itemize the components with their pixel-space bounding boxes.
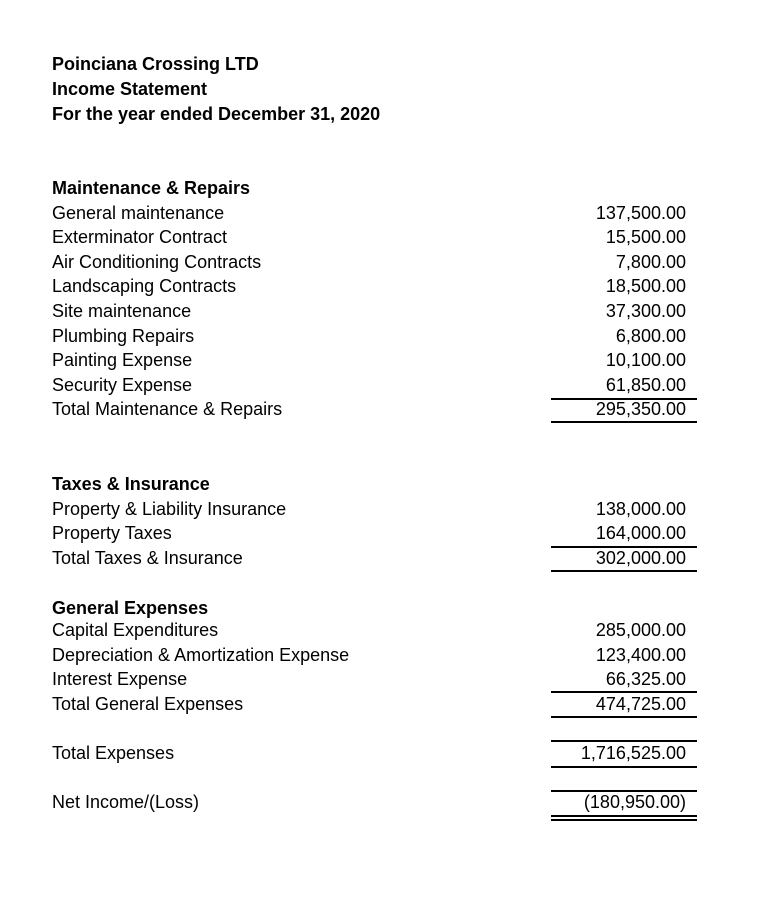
net-income-double-rule-2 xyxy=(551,819,697,821)
line-item-amount: 66,325.00 xyxy=(605,669,686,690)
section-total-general xyxy=(52,692,698,717)
line-item xyxy=(52,667,698,692)
total-rule xyxy=(551,716,697,718)
line-item xyxy=(52,274,698,299)
section-total-maintenance xyxy=(52,397,698,422)
line-item-label: Painting Expense xyxy=(52,350,193,371)
section-heading-label: Taxes & Insurance xyxy=(52,474,210,494)
line-item-amount: 123,400.00 xyxy=(595,644,686,665)
line-item xyxy=(52,299,698,324)
company-name: Poinciana Crossing LTD xyxy=(52,54,259,74)
line-item xyxy=(52,618,698,643)
net-income-amount: (180,950.00) xyxy=(583,792,686,812)
total-rule xyxy=(551,570,697,572)
line-item-label: Security Expense xyxy=(52,374,193,395)
total-rule xyxy=(551,421,697,423)
line-item-label: Landscaping Contracts xyxy=(52,276,237,297)
line-item-amount: 138,000.00 xyxy=(595,498,686,519)
line-item-label: Capital Expenditures xyxy=(52,620,219,640)
section-heading-taxes xyxy=(52,472,698,497)
section-total-amount: 295,350.00 xyxy=(595,399,686,420)
section-total-amount: 474,725.00 xyxy=(595,693,686,714)
statement-header xyxy=(52,52,380,127)
statement-title: Income Statement xyxy=(52,79,208,99)
line-item-label: Property Taxes xyxy=(52,523,172,544)
net-income-row xyxy=(52,790,698,815)
line-item-amount: 285,000.00 xyxy=(595,620,686,640)
statement-period: For the year ended December 31, 2020 xyxy=(52,104,381,124)
section-heading-maintenance xyxy=(52,176,698,201)
section-heading-label: General Expenses xyxy=(52,597,209,618)
line-item-label: Plumbing Repairs xyxy=(52,325,195,346)
line-item-label: Site maintenance xyxy=(52,301,192,321)
line-item xyxy=(52,521,698,546)
section-total-label: Total Taxes & Insurance xyxy=(52,547,243,568)
line-item-label: Exterminator Contract xyxy=(52,227,228,248)
line-item-amount: 7,800.00 xyxy=(615,251,686,272)
grand-total-bottom-rule xyxy=(551,766,697,768)
line-item-amount: 6,800.00 xyxy=(615,325,686,346)
section-total-label: Total General Expenses xyxy=(52,693,244,714)
total-expenses-label: Total Expenses xyxy=(52,743,175,763)
line-item xyxy=(52,201,698,226)
line-item-amount: 61,850.00 xyxy=(605,374,686,395)
line-item-amount: 37,300.00 xyxy=(605,301,686,321)
line-item-amount: 137,500.00 xyxy=(595,202,686,223)
line-item xyxy=(52,643,698,668)
line-item-label: General maintenance xyxy=(52,202,225,223)
line-item xyxy=(52,348,698,373)
line-item-label: Depreciation & Amortization Expense xyxy=(52,644,350,665)
section-total-taxes xyxy=(52,546,698,571)
line-item-amount: 10,100.00 xyxy=(605,350,686,371)
line-item-label: Property & Liability Insurance xyxy=(52,498,287,519)
line-item-amount: 164,000.00 xyxy=(595,523,686,544)
section-heading-general xyxy=(52,596,698,621)
line-item-label: Interest Expense xyxy=(52,669,188,690)
total-expenses-row xyxy=(52,741,698,766)
line-item-amount: 15,500.00 xyxy=(605,227,686,248)
line-item xyxy=(52,225,698,250)
net-income-label: Net Income/(Loss) xyxy=(52,792,200,812)
section-total-label: Total Maintenance & Repairs xyxy=(52,399,283,420)
line-item-amount: 18,500.00 xyxy=(605,276,686,297)
line-item xyxy=(52,373,698,398)
line-item xyxy=(52,324,698,349)
section-total-amount: 302,000.00 xyxy=(595,547,686,568)
net-income-double-rule-1 xyxy=(551,815,697,817)
line-item xyxy=(52,497,698,522)
section-heading-label: Maintenance & Repairs xyxy=(52,178,251,198)
total-expenses-amount: 1,716,525.00 xyxy=(580,743,686,763)
line-item-label: Air Conditioning Contracts xyxy=(52,251,262,272)
line-item xyxy=(52,250,698,275)
